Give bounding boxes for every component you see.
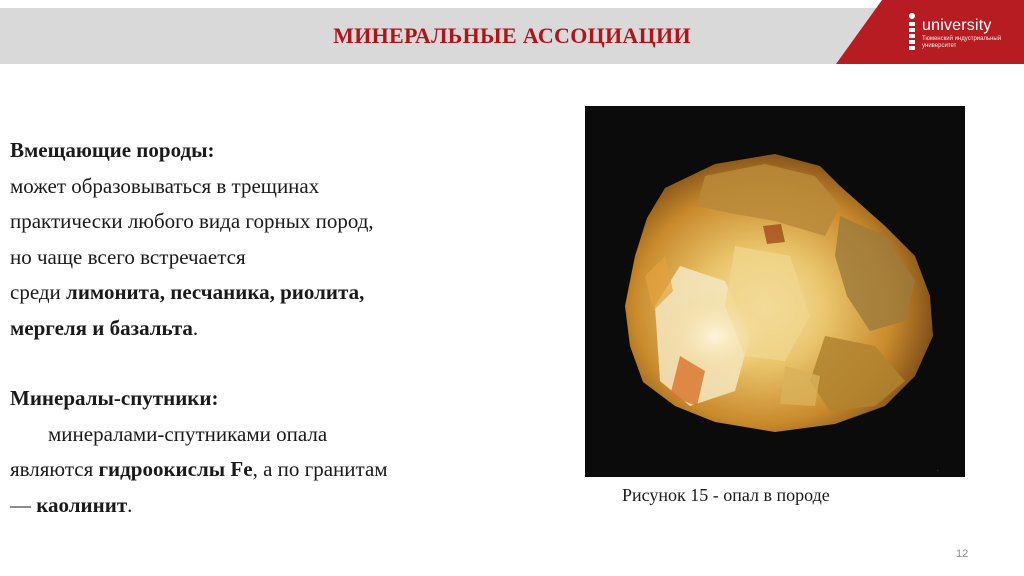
svg-text:·: ·: [937, 468, 939, 474]
host-rocks-line: мергеля и базальта.: [10, 315, 199, 340]
main-text: [10, 133, 510, 523]
satellites-heading: Минералы-спутники:: [10, 386, 219, 410]
satellites-line: минералами-спутниками опала: [48, 421, 328, 446]
figure-caption: Рисунок 15 - опал в породе: [622, 485, 830, 505]
satellites-line: — каолинит.: [10, 492, 133, 517]
spacer: [10, 346, 510, 381]
slide-title: МИНЕРАЛЬНЫЕ АССОЦИАЦИИ: [333, 23, 691, 48]
university-logo-subtitle: Тюменский индустриальный университет: [922, 36, 1002, 49]
university-logo-icon: [905, 12, 919, 52]
opal-photo: [585, 106, 965, 477]
university-logo-word: university: [922, 17, 992, 34]
host-rocks-line: но чаще всего встречается: [10, 244, 246, 269]
host-rocks-line: среди лимонита, песчаника, риолита,: [10, 280, 365, 304]
host-rocks-heading: Вмещающие породы:: [10, 138, 215, 162]
host-rocks-line: может образовываться в трещинах: [10, 173, 320, 198]
satellites-line: являются гидроокислы Fe, а по гранитам: [10, 457, 388, 481]
host-rocks-line: практически любого вида горных пород,: [10, 209, 374, 233]
page-number: 12: [956, 548, 969, 560]
